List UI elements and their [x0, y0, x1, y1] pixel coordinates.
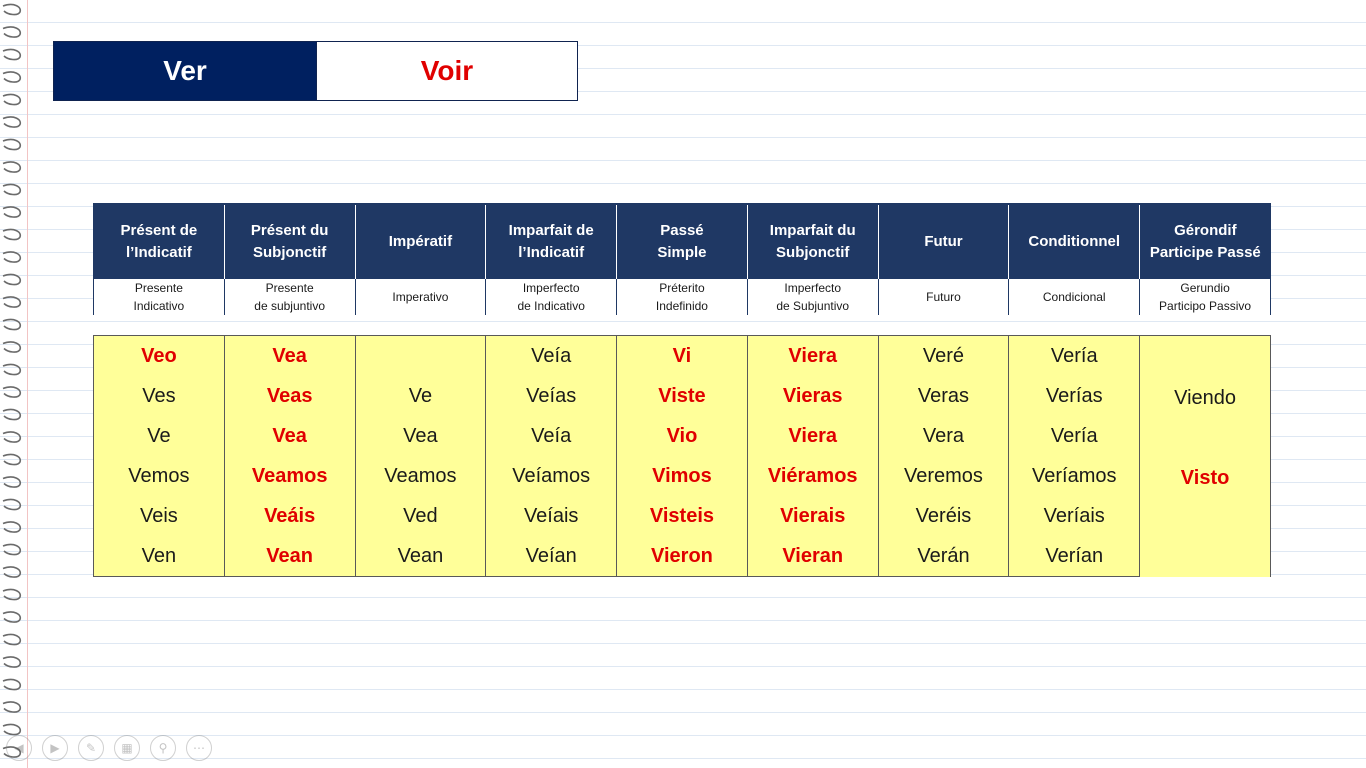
gerund-participle-cell: [1140, 336, 1271, 577]
tense-header-fr: Imparfait de l’Indicatif: [486, 204, 617, 279]
table-row: [94, 376, 1271, 416]
header-row-french: [94, 204, 1271, 279]
conj-cell: Veamos: [224, 456, 355, 496]
tense-header-fr: Futur: [878, 204, 1009, 279]
conj-cell: Vería: [1009, 416, 1140, 456]
tense-header-fr: Présent de l’Indicatif: [94, 204, 225, 279]
conj-cell: Vierais: [747, 496, 878, 536]
spiral-ring: [3, 387, 20, 397]
conj-cell: Viéramos: [747, 456, 878, 496]
conj-cell: Vieras: [747, 376, 878, 416]
spiral-ring: [3, 477, 20, 487]
conj-cell: Vi: [617, 336, 748, 377]
tense-header-es: Imperfecto de Subjuntivo: [747, 279, 878, 315]
table-row: [94, 416, 1271, 456]
conj-cell: Viste: [617, 376, 748, 416]
table-row: [94, 336, 1271, 377]
past-participle: Visto: [1180, 467, 1230, 489]
tense-header-table: [93, 203, 1271, 315]
spiral-ring: [3, 725, 20, 735]
conj-cell: Ve: [355, 376, 486, 416]
conjugation-table: [93, 335, 1271, 577]
conj-cell: Ven: [94, 536, 225, 577]
spiral-ring: [3, 702, 20, 712]
spiral-ring: [3, 207, 20, 217]
margin-line: [27, 0, 28, 768]
conj-cell: Veré: [878, 336, 1009, 377]
spiral-ring: [3, 27, 20, 37]
more-icon[interactable]: ⋯: [186, 735, 212, 761]
spiral-ring: [3, 230, 20, 240]
zoom-icon[interactable]: ⚲: [150, 735, 176, 761]
spiral-ring: [3, 545, 20, 555]
slides-icon[interactable]: ▦: [114, 735, 140, 761]
conj-cell: Vimos: [617, 456, 748, 496]
spiral-ring: [3, 185, 20, 195]
conj-cell: Veo: [94, 336, 225, 377]
tense-header-fr: Présent du Subjonctif: [224, 204, 355, 279]
conj-cell: Veríais: [1009, 496, 1140, 536]
spiral-ring: [3, 410, 20, 420]
conj-cell: Vieran: [747, 536, 878, 577]
slideshow-toolbar: [6, 735, 212, 761]
spiral-ring: [3, 500, 20, 510]
conj-cell: [355, 336, 486, 377]
conj-cell: Veremos: [878, 456, 1009, 496]
conj-cell: Ve: [94, 416, 225, 456]
spiral-ring: [3, 590, 20, 600]
spiral-ring: [3, 140, 20, 150]
spiral-ring: [3, 432, 20, 442]
conj-cell: Veamos: [355, 456, 486, 496]
tense-header-fr: Impératif: [355, 204, 486, 279]
conj-cell: Veas: [224, 376, 355, 416]
spiral-ring: [3, 5, 20, 15]
conj-cell: Vean: [355, 536, 486, 577]
play-icon[interactable]: ▶: [42, 735, 68, 761]
conj-cell: Verían: [1009, 536, 1140, 577]
conj-cell: Vean: [224, 536, 355, 577]
spiral-ring: [3, 320, 20, 330]
conj-cell: Verán: [878, 536, 1009, 577]
conj-cell: Veis: [94, 496, 225, 536]
tense-header-es: Préterito Indefinido: [617, 279, 748, 315]
conj-cell: Visteis: [617, 496, 748, 536]
prev-icon[interactable]: ◀: [6, 735, 32, 761]
conj-cell: Veréis: [878, 496, 1009, 536]
conj-cell: Veáis: [224, 496, 355, 536]
conj-cell: Veía: [486, 336, 617, 377]
conj-cell: Vera: [878, 416, 1009, 456]
spiral-ring: [3, 50, 20, 60]
spiral-ring: [3, 117, 20, 127]
tense-header-es: Presente Indicativo: [94, 279, 225, 315]
spiral-ring: [3, 680, 20, 690]
spiral-ring: [3, 635, 20, 645]
conj-cell: Veían: [486, 536, 617, 577]
title-spanish-verb: Ver: [54, 42, 316, 100]
conj-cell: Veías: [486, 376, 617, 416]
tense-header-es: Imperfecto de Indicativo: [486, 279, 617, 315]
spiral-ring: [3, 567, 20, 577]
spiral-ring: [3, 657, 20, 667]
conj-cell: Viera: [747, 416, 878, 456]
tense-header-es: Gerundio Participo Passivo: [1140, 279, 1271, 315]
conj-cell: Ves: [94, 376, 225, 416]
tense-header-fr: Imparfait du Subjonctif: [747, 204, 878, 279]
spiral-ring: [3, 162, 20, 172]
header-row-spanish: [94, 279, 1271, 315]
tense-header-es: Imperativo: [355, 279, 486, 315]
conj-cell: Vea: [224, 336, 355, 377]
tense-header-es: Condicional: [1009, 279, 1140, 315]
conj-cell: Veras: [878, 376, 1009, 416]
title-french-verb: Voir: [316, 42, 577, 100]
table-row: [94, 456, 1271, 496]
table-row: [94, 496, 1271, 536]
spiral-ring: [3, 275, 20, 285]
pen-icon[interactable]: ✎: [78, 735, 104, 761]
gerund: Viendo: [1174, 387, 1237, 409]
conj-cell: Vio: [617, 416, 748, 456]
table-row: [94, 536, 1271, 577]
tense-header-es: Presente de subjuntivo: [224, 279, 355, 315]
spiral-ring: [3, 612, 20, 622]
spiral-binding: [0, 0, 30, 768]
conj-cell: Veríamos: [1009, 456, 1140, 496]
spiral-ring: [3, 72, 20, 82]
conj-cell: Verías: [1009, 376, 1140, 416]
conj-cell: Veíamos: [486, 456, 617, 496]
conj-cell: Vea: [355, 416, 486, 456]
spiral-ring: [3, 342, 20, 352]
tense-header-fr: Conditionnel: [1009, 204, 1140, 279]
spiral-ring: [3, 95, 20, 105]
tense-header-fr: Gérondif Participe Passé: [1140, 204, 1271, 279]
spiral-ring: [3, 297, 20, 307]
conj-cell: Vería: [1009, 336, 1140, 377]
spiral-ring: [3, 252, 20, 262]
tense-header-es: Futuro: [878, 279, 1009, 315]
conj-cell: Veía: [486, 416, 617, 456]
spiral-ring: [3, 522, 20, 532]
conj-cell: Viera: [747, 336, 878, 377]
conj-cell: Ved: [355, 496, 486, 536]
spiral-ring: [3, 365, 20, 375]
conj-cell: Veíais: [486, 496, 617, 536]
conj-cell: Vieron: [617, 536, 748, 577]
spiral-ring: [3, 455, 20, 465]
conj-cell: Vea: [224, 416, 355, 456]
tense-header-fr: Passé Simple: [617, 204, 748, 279]
title-bar: [53, 41, 578, 101]
conj-cell: Vemos: [94, 456, 225, 496]
